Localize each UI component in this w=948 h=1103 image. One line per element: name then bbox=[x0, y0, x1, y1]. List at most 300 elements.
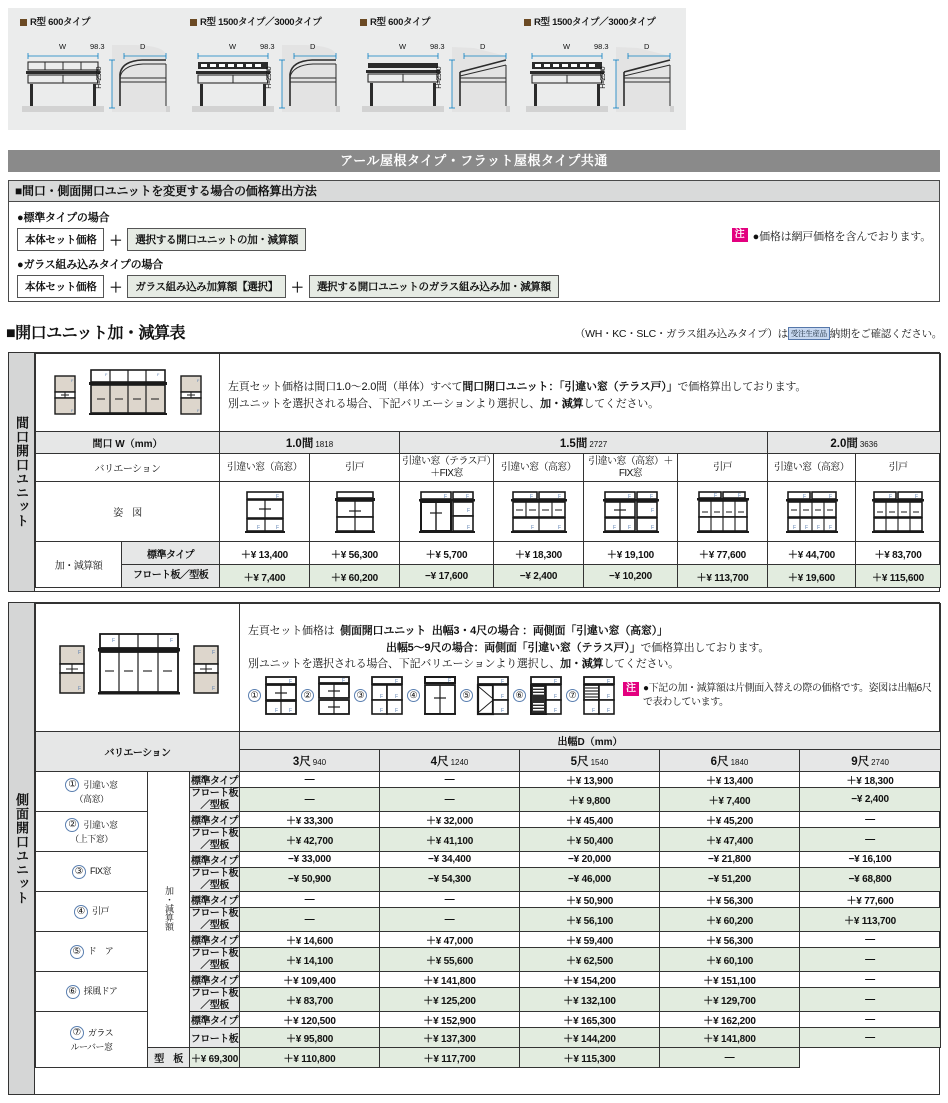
variation-number: ⑥ bbox=[513, 689, 526, 702]
diagram-group-1 bbox=[186, 14, 348, 126]
price-cell: −¥ 10,200 bbox=[584, 565, 678, 588]
intro-line1-a: 左頁セット価格は間口1.0〜2.0間（単体）すべて bbox=[228, 381, 463, 393]
subrow-label: 標準タイプ bbox=[190, 1012, 240, 1028]
variation-number: ⑤ bbox=[460, 689, 473, 702]
square-bullet-icon bbox=[190, 19, 197, 26]
svg-text:F: F bbox=[70, 377, 73, 383]
side-intro-l1d: 両側面「引違い窓（高窓）」 bbox=[532, 625, 668, 638]
dim-offset-label: 98.3 bbox=[90, 42, 105, 51]
variation-thumb-6 bbox=[513, 675, 564, 717]
side-unit-table-block bbox=[8, 602, 940, 1095]
dim-offset-label: 98.3 bbox=[594, 42, 609, 51]
side-unit-table bbox=[35, 603, 941, 1068]
item-label: ガラス ルーバー窓 bbox=[70, 1027, 114, 1053]
rail-label: 側面開口ユニット bbox=[14, 792, 29, 905]
variation-cell-6: 引違い窓（高窓） bbox=[768, 454, 856, 482]
group-header-1-0: 1.0間 1818 bbox=[220, 432, 400, 454]
price-cell: ＋¥ 59,400 bbox=[520, 932, 660, 948]
price-cell: ＋¥ 113,700 bbox=[800, 908, 941, 932]
window-pictogram-takamado bbox=[237, 488, 293, 536]
price-cell: — bbox=[380, 772, 520, 788]
price-cell: ＋¥ 137,300 bbox=[380, 1028, 520, 1048]
svg-text:F: F bbox=[275, 524, 279, 531]
svg-text:F: F bbox=[607, 678, 611, 685]
price-cell: ＋¥ 41,100 bbox=[380, 828, 520, 852]
item-name-cell-5 bbox=[36, 932, 148, 972]
screen-door-note bbox=[732, 228, 931, 244]
dim-d-label: D bbox=[140, 42, 146, 51]
price-row-label-float: フロート板／型板 bbox=[122, 565, 220, 588]
note-badge-icon: 注 bbox=[732, 228, 748, 242]
thumb-hikichigai-takamado bbox=[263, 675, 299, 717]
dim-h-label: H=2500 bbox=[96, 67, 103, 89]
width-header-label: 間口 W（mm） bbox=[36, 432, 220, 454]
price-method-body bbox=[9, 202, 939, 308]
price-cell: ＋¥ 19,600 bbox=[768, 565, 856, 588]
svg-text:F: F bbox=[804, 524, 808, 531]
price-cell: — bbox=[800, 988, 941, 1012]
variation-number: ① bbox=[248, 689, 261, 702]
price-cell: — bbox=[800, 1012, 941, 1028]
shape-cell-7 bbox=[856, 482, 941, 542]
price-cell: ＋¥ 45,400 bbox=[520, 812, 660, 828]
svg-text:F: F bbox=[289, 678, 293, 685]
note-prefix: （WH・KC・SLC・ガラス組み込みタイプ）は bbox=[574, 328, 788, 340]
item-name-cell-1 bbox=[36, 772, 148, 812]
svg-text:F: F bbox=[448, 677, 452, 684]
price-cell: — bbox=[660, 1048, 800, 1068]
variation-cell-3: 引違い窓（高窓） bbox=[494, 454, 584, 482]
price-cell: ＋¥ 120,500 bbox=[240, 1012, 380, 1028]
svg-text:F: F bbox=[77, 649, 81, 656]
price-cell: ＋¥ 132,100 bbox=[520, 988, 660, 1012]
table-row-standard-price bbox=[36, 542, 941, 565]
svg-text:F: F bbox=[443, 493, 447, 500]
price-cell: ＋¥ 115,600 bbox=[856, 565, 941, 588]
amount-label-vertical bbox=[148, 772, 190, 1048]
frontage-unit-table bbox=[35, 353, 941, 588]
plus-sign-icon: ＋ bbox=[109, 233, 123, 248]
subrow-label: フロート板／型板 bbox=[191, 948, 238, 971]
variation-thumb-3 bbox=[354, 675, 405, 717]
svg-text:F: F bbox=[612, 524, 616, 531]
item-label: FIX窓 bbox=[89, 866, 111, 877]
table-row-float-price bbox=[36, 565, 941, 588]
depth-cell-4: 9尺 2740 bbox=[800, 750, 941, 772]
price-cell: ＋¥ 33,300 bbox=[240, 812, 380, 828]
price-cell: ＋¥ 56,300 bbox=[660, 892, 800, 908]
item-label: 引違い窓 （高窓） bbox=[74, 779, 118, 805]
svg-text:F: F bbox=[554, 693, 558, 700]
price-cell: −¥ 46,000 bbox=[520, 868, 660, 892]
variation-cell-0: 引違い窓（高窓） bbox=[220, 454, 310, 482]
depth-cell-2: 5尺 1540 bbox=[520, 750, 660, 772]
diagram-group-0 bbox=[16, 14, 178, 126]
price-cell: — bbox=[380, 892, 520, 908]
svg-text:F: F bbox=[802, 493, 806, 500]
depth-cell-0: 3尺 940 bbox=[240, 750, 380, 772]
price-cell: ＋¥ 42,700 bbox=[240, 828, 380, 852]
thumb-saifu-door bbox=[528, 675, 564, 717]
variation-thumb-1 bbox=[248, 675, 299, 717]
price-cell: ＋¥ 32,000 bbox=[380, 812, 520, 828]
formula-glass-unit-adjustment: 選択する開口ユニットのガラス組み込み加・減算額 bbox=[309, 275, 559, 298]
formula-glass-addition: ガラス組み込み加算額【選択】 bbox=[127, 275, 286, 298]
item-number: ③ bbox=[72, 865, 86, 879]
svg-text:F: F bbox=[828, 493, 832, 500]
dim-d-label: D bbox=[310, 42, 316, 51]
rail-frontage-unit bbox=[9, 353, 35, 591]
side-intro-l3a: 別ユニットを選択される場合、下記バリエーションより選択し、 bbox=[248, 658, 561, 671]
price-cell: ＋¥ 62,500 bbox=[520, 948, 660, 972]
intro-line2-b: してください。 bbox=[583, 397, 659, 410]
section-banner: アール屋根タイプ・フラット屋根タイプ共通 bbox=[8, 150, 940, 172]
price-cell: ＋¥ 13,900 bbox=[520, 772, 660, 788]
window-pictogram-takamado-2ken bbox=[782, 488, 842, 536]
amount-label: 加・減算額 bbox=[164, 885, 174, 931]
price-cell: — bbox=[240, 772, 380, 788]
price-cell: — bbox=[380, 788, 520, 812]
dim-h-label: H=2500 bbox=[266, 67, 273, 89]
svg-text:F: F bbox=[211, 649, 215, 656]
price-cell: — bbox=[800, 828, 941, 852]
frontage-intro-cell bbox=[220, 354, 941, 432]
price-cell: — bbox=[240, 908, 380, 932]
price-cell: ＋¥ 141,800 bbox=[380, 972, 520, 988]
price-cell: ＋¥ 144,200 bbox=[520, 1028, 660, 1048]
window-pictogram-takamado-fix bbox=[599, 488, 663, 536]
price-cell: — bbox=[800, 948, 941, 972]
price-cell: — bbox=[800, 1028, 941, 1048]
price-cell: −¥ 2,400 bbox=[494, 565, 584, 588]
table-row-item7-katagata bbox=[36, 1048, 941, 1068]
svg-text:F: F bbox=[395, 707, 399, 714]
side-intro-l3b: 加・減算 bbox=[560, 658, 604, 671]
standard-type-label: ●標準タイプの場合 bbox=[17, 212, 110, 224]
price-method-heading: ■間口・側面開口ユニットを変更する場合の価格算出方法 bbox=[9, 181, 939, 202]
intro-line2-a: 別ユニットを選択される場合、下記バリエーションより選択し、 bbox=[228, 397, 541, 410]
shape-cell-1 bbox=[310, 482, 400, 542]
subrow-label: フロート板 bbox=[190, 1028, 240, 1048]
diagram-body bbox=[16, 34, 178, 122]
item-label: 引戸 bbox=[91, 906, 109, 917]
variation-cell-4: 引違い窓（高窓）＋FIX窓 bbox=[584, 454, 678, 482]
variation-cell-7: 引戸 bbox=[856, 454, 941, 482]
price-cell: ＋¥ 162,200 bbox=[660, 1012, 800, 1028]
subrow-label: 標準タイプ bbox=[190, 972, 240, 988]
subrow-label: 標準タイプ bbox=[190, 932, 240, 948]
note-text: ●価格は網戸価格を含んでおります。 bbox=[752, 231, 931, 243]
price-cell: ＋¥ 18,300 bbox=[494, 542, 584, 565]
svg-text:F: F bbox=[554, 678, 558, 685]
svg-text:F: F bbox=[627, 524, 631, 531]
amount-label: 加・減算額 bbox=[36, 542, 122, 588]
price-cell: — bbox=[800, 812, 941, 828]
price-cell: ＋¥ 69,300 bbox=[190, 1048, 240, 1068]
price-cell: ＋¥ 60,200 bbox=[660, 908, 800, 932]
item-number: ⑥ bbox=[66, 985, 80, 999]
depth-cell-3: 6尺 1840 bbox=[660, 750, 800, 772]
svg-text:F: F bbox=[211, 685, 215, 692]
variation-thumb-7 bbox=[566, 675, 617, 717]
subrow-label: 型 板 bbox=[148, 1048, 190, 1068]
square-bullet-icon bbox=[20, 19, 27, 26]
diagram-title: R型 600タイプ bbox=[20, 14, 178, 28]
variation-number: ④ bbox=[407, 689, 420, 702]
table-row-width-header bbox=[36, 432, 941, 454]
price-cell: ＋¥ 154,200 bbox=[520, 972, 660, 988]
svg-text:F: F bbox=[256, 524, 260, 531]
window-pictogram-hikido-wide bbox=[691, 488, 755, 536]
price-cell: ＋¥ 83,700 bbox=[856, 542, 941, 565]
dim-w-label: W bbox=[399, 42, 407, 51]
svg-text:F: F bbox=[713, 492, 717, 499]
variation-cell-1: 引戸 bbox=[310, 454, 400, 482]
variation-thumb-5 bbox=[460, 675, 511, 717]
svg-text:F: F bbox=[466, 507, 470, 514]
shape-cell-5 bbox=[678, 482, 768, 542]
svg-text:F: F bbox=[501, 707, 505, 714]
shape-cell-2 bbox=[400, 482, 494, 542]
item-name-cell-2 bbox=[36, 812, 148, 852]
formula-base-price-glass: 本体セット価格 bbox=[17, 275, 104, 298]
depth-cell-1: 4尺 1240 bbox=[380, 750, 520, 772]
price-cell: −¥ 16,100 bbox=[800, 852, 941, 868]
price-cell: ＋¥ 77,600 bbox=[678, 542, 768, 565]
price-cell: ＋¥ 45,200 bbox=[660, 812, 800, 828]
price-cell: — bbox=[380, 908, 520, 932]
price-cell: ＋¥ 7,400 bbox=[220, 565, 310, 588]
price-cell: ＋¥ 60,200 bbox=[310, 565, 400, 588]
item-label: ド ア bbox=[87, 946, 114, 957]
price-cell: — bbox=[240, 788, 380, 812]
diagram-title: R型 1500タイプ／3000タイプ bbox=[524, 14, 682, 28]
subrow-label: フロート板／型板 bbox=[191, 868, 238, 891]
depth-header-label: 出幅D（mm） bbox=[240, 732, 941, 750]
price-cell: — bbox=[800, 972, 941, 988]
variation-number: ⑦ bbox=[566, 689, 579, 702]
side-intro-l3c: してください。 bbox=[603, 658, 679, 671]
price-cell: −¥ 20,000 bbox=[520, 852, 660, 868]
price-cell: ＋¥ 152,900 bbox=[380, 1012, 520, 1028]
price-cell: ＋¥ 19,100 bbox=[584, 542, 678, 565]
svg-text:F: F bbox=[501, 678, 505, 685]
window-pictogram-hikido-2ken bbox=[868, 488, 928, 536]
item-name-cell-7 bbox=[36, 1012, 148, 1068]
group-header-2-0: 2.0間 3636 bbox=[768, 432, 941, 454]
frontage-intro-text bbox=[220, 373, 940, 412]
shape-cell-4 bbox=[584, 482, 678, 542]
item-number: ⑦ bbox=[70, 1026, 84, 1040]
svg-text:F: F bbox=[557, 493, 561, 500]
square-bullet-icon bbox=[360, 19, 367, 26]
svg-text:F: F bbox=[592, 707, 596, 714]
svg-text:F: F bbox=[380, 693, 384, 700]
price-cell: ＋¥ 50,400 bbox=[520, 828, 660, 852]
item-name-cell-4 bbox=[36, 892, 148, 932]
side-intro-l2c: で価格算出しております。 bbox=[640, 641, 770, 654]
frontage-unit-table-block bbox=[8, 352, 940, 592]
item-number: ① bbox=[65, 778, 79, 792]
note-badge-icon: 注 bbox=[623, 682, 639, 696]
side-note-block bbox=[619, 682, 940, 709]
svg-text:F: F bbox=[529, 493, 533, 500]
price-cell: ＋¥ 9,800 bbox=[520, 788, 660, 812]
frontage-overview-drawing bbox=[45, 362, 211, 424]
svg-text:F: F bbox=[466, 524, 470, 531]
price-cell: ＋¥ 110,800 bbox=[240, 1048, 380, 1068]
diagram-body bbox=[520, 34, 682, 122]
dim-w-label: W bbox=[59, 42, 67, 51]
svg-text:F: F bbox=[169, 637, 173, 644]
shape-cell-3 bbox=[494, 482, 584, 542]
price-cell: ＋¥ 14,100 bbox=[240, 948, 380, 972]
table-row-variation-header bbox=[36, 454, 941, 482]
price-cell: −¥ 51,200 bbox=[660, 868, 800, 892]
thumb-glass-louver bbox=[581, 675, 617, 717]
side-intro-l1a: 左頁セット価格は bbox=[248, 625, 335, 638]
svg-text:F: F bbox=[530, 524, 534, 531]
item-number: ⑤ bbox=[70, 945, 84, 959]
variation-label: バリエーション bbox=[36, 454, 220, 482]
svg-text:F: F bbox=[650, 524, 654, 531]
variation-cell-5: 引戸 bbox=[678, 454, 768, 482]
side-shape-overview-cell bbox=[36, 604, 240, 732]
price-cell: ＋¥ 113,700 bbox=[678, 565, 768, 588]
price-cell: ＋¥ 117,700 bbox=[380, 1048, 520, 1068]
price-cell: ＋¥ 14,600 bbox=[240, 932, 380, 948]
svg-text:F: F bbox=[395, 693, 399, 700]
diagram-title: R型 1500タイプ／3000タイプ bbox=[190, 14, 348, 28]
price-cell: −¥ 33,000 bbox=[240, 852, 380, 868]
price-cell: ＋¥ 13,400 bbox=[660, 772, 800, 788]
rail-label: 間口開口ユニット bbox=[14, 416, 29, 528]
price-cell: ＋¥ 44,700 bbox=[768, 542, 856, 565]
price-cell: ＋¥ 55,600 bbox=[380, 948, 520, 972]
price-cell: ＋¥ 56,300 bbox=[660, 932, 800, 948]
svg-text:F: F bbox=[557, 524, 561, 531]
frontage-shape-overview-cell bbox=[36, 354, 220, 432]
price-cell: ＋¥ 50,900 bbox=[520, 892, 660, 908]
glass-formula-row bbox=[17, 275, 931, 298]
item-number: ④ bbox=[74, 905, 88, 919]
variation-thumb-4 bbox=[407, 675, 458, 717]
shape-cell-6 bbox=[768, 482, 856, 542]
price-cell: ＋¥ 60,100 bbox=[660, 948, 800, 972]
svg-text:F: F bbox=[915, 493, 919, 500]
subrow-label: フロート板／型板 bbox=[191, 908, 238, 931]
subrow-label: 標準タイプ bbox=[190, 892, 240, 908]
table-row-depth-header-top bbox=[36, 732, 941, 750]
intro-line2-bold: 加・減算 bbox=[540, 397, 584, 410]
svg-text:F: F bbox=[395, 678, 399, 685]
made-to-order-note bbox=[575, 326, 942, 341]
dim-w-label: W bbox=[229, 42, 237, 51]
intro-line1-b: で価格算出しております。 bbox=[677, 381, 807, 393]
item-number: ② bbox=[65, 818, 79, 832]
shape-label: 姿 図 bbox=[36, 482, 220, 542]
dim-h-label: H=2500 bbox=[600, 67, 607, 89]
variation-thumbnails-row bbox=[240, 673, 940, 717]
price-cell: ＋¥ 95,800 bbox=[240, 1028, 380, 1048]
svg-text:F: F bbox=[275, 707, 279, 714]
svg-text:F: F bbox=[342, 677, 346, 684]
price-cell: −¥ 21,800 bbox=[660, 852, 800, 868]
variation-label: バリエーション bbox=[36, 732, 240, 772]
diagram-body bbox=[186, 34, 348, 122]
svg-text:F: F bbox=[627, 493, 631, 500]
svg-text:F: F bbox=[275, 493, 279, 500]
note-text: ●下記の加・減算額は片側面入替えの際の価格です。姿図は出幅6尺で表わしています。 bbox=[643, 683, 932, 708]
table-row-intro bbox=[36, 354, 941, 432]
dim-h-label: H=2500 bbox=[436, 67, 443, 89]
svg-text:F: F bbox=[792, 524, 796, 531]
side-intro-l2a: 出幅5〜9尺の場合： bbox=[386, 641, 485, 654]
svg-text:F: F bbox=[607, 707, 611, 714]
dim-offset-label: 98.3 bbox=[430, 42, 445, 51]
svg-text:F: F bbox=[111, 637, 115, 644]
price-cell: −¥ 50,900 bbox=[240, 868, 380, 892]
dim-w-label: W bbox=[563, 42, 571, 51]
price-cell: −¥ 54,300 bbox=[380, 868, 520, 892]
price-cell: — bbox=[240, 892, 380, 908]
price-cell: ＋¥ 109,400 bbox=[240, 972, 380, 988]
thumb-fix bbox=[369, 675, 405, 717]
svg-text:F: F bbox=[650, 507, 654, 514]
price-cell: — bbox=[800, 932, 941, 948]
window-pictogram-hikido bbox=[327, 488, 383, 536]
window-pictogram-takamado-wide bbox=[507, 488, 571, 536]
glass-type-label: ●ガラス組み込みタイプの場合 bbox=[17, 259, 163, 271]
price-cell: ＋¥ 129,700 bbox=[660, 988, 800, 1012]
window-pictogram-terasu-fix bbox=[415, 488, 479, 536]
item-name-cell-3 bbox=[36, 852, 148, 892]
svg-text:F: F bbox=[889, 493, 893, 500]
dim-offset-label: 98.3 bbox=[260, 42, 275, 51]
price-cell: ＋¥ 56,300 bbox=[310, 542, 400, 565]
thumb-door bbox=[475, 675, 511, 717]
subrow-label: 標準タイプ bbox=[190, 772, 240, 788]
variation-cell-2: 引違い窓（テラス戸）＋FIX窓 bbox=[400, 454, 494, 482]
price-cell: ＋¥ 47,400 bbox=[660, 828, 800, 852]
side-overview-drawing bbox=[48, 614, 228, 722]
subrow-label: 標準タイプ bbox=[190, 852, 240, 868]
svg-text:F: F bbox=[196, 377, 199, 383]
price-cell: ＋¥ 125,200 bbox=[380, 988, 520, 1012]
price-cell: ＋¥ 5,700 bbox=[400, 542, 494, 565]
subrow-label: フロート板／型板 bbox=[191, 988, 238, 1011]
plus-sign-icon: ＋ bbox=[109, 280, 123, 295]
price-cell: ＋¥ 7,400 bbox=[660, 788, 800, 812]
side-intro-l1b: 側面開口ユニット bbox=[340, 625, 427, 638]
price-cell: ＋¥ 141,800 bbox=[660, 1028, 800, 1048]
variation-number: ② bbox=[301, 689, 314, 702]
side-intro-text bbox=[240, 618, 940, 673]
formula-base-price: 本体セット価格 bbox=[17, 228, 104, 251]
top-diagram-strip bbox=[8, 8, 686, 130]
diagram-title: R型 600タイプ bbox=[360, 14, 518, 28]
price-cell: −¥ 17,600 bbox=[400, 565, 494, 588]
svg-text:F: F bbox=[501, 693, 505, 700]
svg-text:F: F bbox=[156, 371, 159, 377]
dim-d-label: D bbox=[644, 42, 650, 51]
thumb-hikichigai-joge bbox=[316, 675, 352, 717]
svg-text:F: F bbox=[104, 371, 107, 377]
order-product-tag: 受注生産品 bbox=[788, 327, 830, 340]
table-row-item1-standard bbox=[36, 772, 941, 788]
subrow-label: 標準タイプ bbox=[190, 812, 240, 828]
price-cell: ＋¥ 151,100 bbox=[660, 972, 800, 988]
